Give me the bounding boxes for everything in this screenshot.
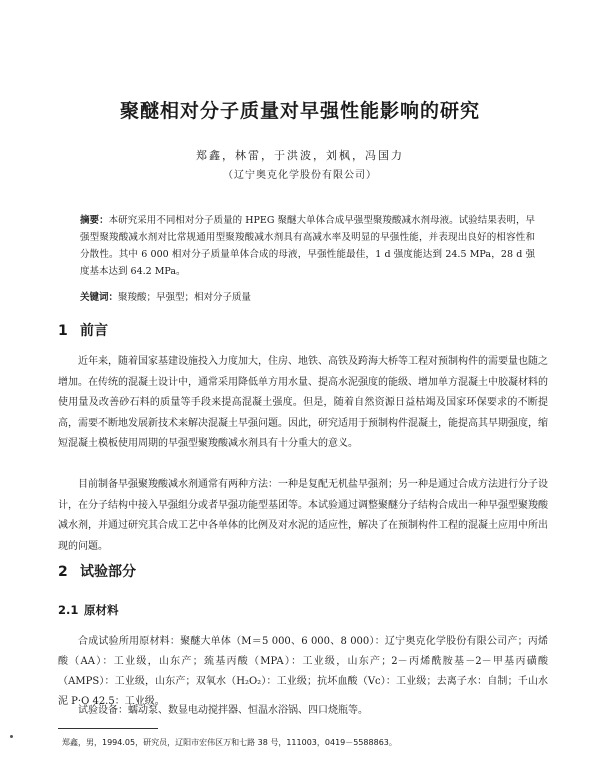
author-footnote: 郑鑫，男，1994.05，研究员，辽阳市宏伟区万和七路 38 号，111003，0419－5588863。	[62, 738, 397, 747]
subsection-number: 2.1	[58, 603, 79, 617]
paper-title: 聚醚相对分子质量对早强性能影响的研究	[119, 100, 480, 122]
equipment-paragraph: 试验设备：蠕动泵、数显电动搅拌器、恒温水浴锅、四口烧瓶等。	[78, 705, 368, 716]
section-number: 2	[58, 564, 68, 580]
keywords	[80, 289, 535, 306]
abstract-text: 本研究采用不同相对分子质量的 HPEG 聚醚大单体合成早强型聚羧酸减水剂母液。试验结果表明，早强型聚羧酸减水剂对比常规通用型聚羧酸减水剂具有高减水率及明显的早强性能，并表现出良好的相容性和分散性。其中 6 000 相对分子质量单体合成的母液，早强性能最佳，1 d 强度能达到 24.5 MPa，28 d 强度基本达到 64.2 MPa。	[80, 215, 535, 277]
section-title: 前言	[80, 323, 108, 339]
affiliation: （辽宁奥克化学股份有限公司）	[223, 170, 377, 181]
author-list: 郑鑫，林雷，于洪波，刘枫，冯国力	[196, 149, 404, 162]
subsection-title: 原材料	[84, 603, 119, 617]
footnote-divider	[58, 728, 158, 729]
section-heading-experiment	[58, 561, 136, 581]
materials-paragraph: 合成试验所用原材料：聚醚大单体（M＝5 000、6 000、8 000）：辽宁奥克化学股份有限公司产；丙烯酸（AA）：工业级，山东产；巯基丙酸（MPA）：工业级，山东产；2－丙烯酰胺基－2－甲基丙磺酸（AMPS）：工业级，山东产；双氧水（H₂O₂）：工业级；抗坏血酸（Vc）：工业级；去离子水：自制；千山水泥 P·O 42.5：工业级。	[58, 636, 548, 707]
keywords-text: 聚羧酸；早强型；相对分子质量	[118, 292, 252, 303]
intro-paragraph-2: 目前制备早强聚羧酸减水剂通常有两种方法：一种是复配无机盐早强剂；另一种是通过合成方法进行分子设计，在分子结构中接入早强组分或者早强功能型基团等。本试验通过调整聚醚分子结构合成出一种早强型聚羧酸减水剂，并通过研究其合成工艺中各单体的比例及对水泥的适应性，解决了在预制构件工程的混凝土应用中所出现的问题。	[58, 479, 548, 552]
section-heading-introduction	[58, 320, 108, 340]
scan-mark	[10, 735, 13, 738]
section-number: 1	[58, 323, 68, 339]
abstract	[80, 212, 535, 280]
abstract-label: 摘要：	[80, 215, 109, 226]
intro-paragraph-1: 近年来，随着国家基建设施投入力度加大，住房、地铁、高铁及跨海大桥等工程对预制构件的需要量也随之增加。在传统的混凝土设计中，通常采用降低单方用水量、提高水泥强度的能级、增加单方混凝土中胶凝材料的使用量及改善砂石料的质量等手段来提高混凝土强度。但是，随着自然资源日益枯竭及国家环保要求的不断提高，需要不断地发展新技术来解决混凝土早强问题。因此，研究适用于预制构件混凝土，能提高其早期强度，缩短混凝土模板使用周期的早强型聚羧酸减水剂具有十分重大的意义。	[58, 356, 548, 449]
keywords-label: 关键词：	[80, 292, 119, 303]
subsection-heading-materials	[58, 602, 119, 618]
section-title: 试验部分	[80, 564, 136, 580]
